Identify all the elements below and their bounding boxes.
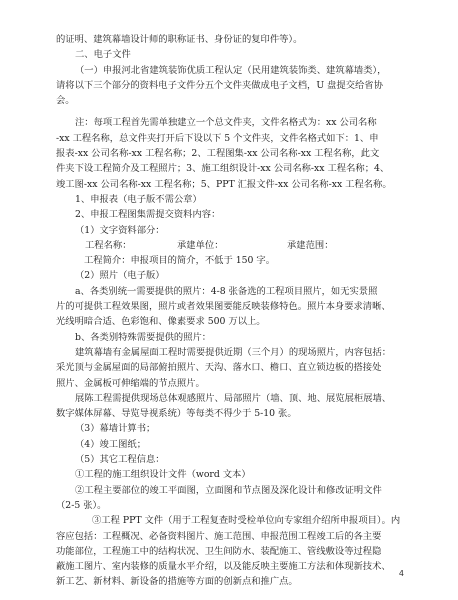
section-heading: 二、电子文件 xyxy=(75,49,131,61)
paragraph-line: 数字媒体屏幕、导览导视系统）等每类不得少于 5-10 张。 xyxy=(56,408,297,420)
paragraph-line: 功能部位，工程施工中的结构状况、卫生间防水、装配施工、管线敷设等过程隐 xyxy=(56,545,382,557)
note-line: 件夹下设工程简介及工程照片；3、施工组织设计-xx 公司名称-xx 工程名称；4、 xyxy=(56,163,390,175)
paragraph-line: 照片、金属板可伸缩端的节点照片。 xyxy=(56,377,205,389)
paragraph-line: 光线明暗合适、色彩饱和、像素要求 500 万以上。 xyxy=(56,316,266,328)
sub-list-item: （4）竣工图纸； xyxy=(75,438,146,450)
list-item: ①工程的施工组织设计文件（word 文本） xyxy=(75,469,251,481)
spacer xyxy=(56,108,404,115)
paragraph-line: 新工艺、新材料、新设备的措施等方面的创新点和推广点。 xyxy=(56,576,298,588)
sub-list-item: （3）幕墙计算书； xyxy=(75,423,156,435)
paragraph-line: 会。 xyxy=(56,95,75,107)
project-name-label: 工程名称： xyxy=(85,239,132,251)
sub-list-item: （5）其它工程信息： xyxy=(75,454,165,466)
paragraph-line: 展陈工程需提供现场总体观感照片、局部照片（墙、顶、地、展览展柜展墙、 xyxy=(75,392,392,404)
paragraph-line: 片的可提供工程效果图，照片或者效果图要能反映装修特色。照片本身要求清晰、 xyxy=(56,301,391,313)
sub-list-item: （2）照片（电子版） xyxy=(75,270,165,282)
list-item: ③工程 PPT 文件（用于工程复查时受检单位向专家组介绍所申报项目）。内 xyxy=(92,515,401,527)
paragraph-line: b、各类别特殊需要提供的照片： xyxy=(75,331,212,343)
paragraph-line: （2-5 张）。 xyxy=(56,499,107,511)
list-item: 2、申报工程图集需提交资料内容： xyxy=(75,209,221,221)
paragraph-line: a、各类别统一需要提供的照片：4-8 张备选的工程项目照片，如无实景照 xyxy=(75,285,378,297)
list-item: ②工程主要部位的竣工平面图，立面图和节点图及深化设计和修改证明文件 xyxy=(75,484,382,496)
paragraph-line: 蔽施工图片、室内装修的质量水平介绍，以及能反映主要施工方法和体现新技术、 xyxy=(56,561,391,573)
note-line: -xx 工程名称，总文件夹打开后下设以下 5 个文件夹，文件名格式如下：1、申 xyxy=(56,132,379,144)
list-item: 1、申报表（电子版不需公章） xyxy=(75,193,202,205)
paragraph-line: 采光顶与金属屋面的局部俯拍照片、天沟、落水口、檐口、直立锁边板的搭接处 xyxy=(56,362,382,374)
contractor-label: 承建单位： xyxy=(177,239,224,251)
note-line: 竣工图-xx 公司名称-xx 工程名称；5、PPT 汇报文件-xx 公司名称-xx 工程名称。 xyxy=(56,178,392,190)
paragraph-line: 的证明、建筑幕墙设计师的职称证书、身份证的复印件等）。 xyxy=(56,34,303,45)
note-line: 注：每项工程首先需单独建立一个总文件夹，文件名格式为：xx 公司名称 xyxy=(75,117,377,129)
paragraph-line: 请将以下三个部分的资料电子文件分五个文件夹做成电子文档，U 盘提交给省协 xyxy=(56,79,383,91)
paragraph-line: 建筑幕墙有金属屋面工程时需要提供近期（三个月）的现场照片，内容包括： xyxy=(75,346,392,358)
project-field-row xyxy=(56,238,404,253)
scope-label: 承建范围： xyxy=(287,239,334,251)
paragraph-line: 工程简介：申报项目的简介，不低于 150 字。 xyxy=(84,255,275,267)
page-number: 4 xyxy=(398,569,404,578)
paragraph-line: （一）申报河北省建筑装饰优质工程认定（民用建筑装饰类、建筑幕墙类）， xyxy=(75,64,387,76)
paragraph-line: 容应包括：工程概况、必备资料图片、施工范围、申报范围工程竣工后的各主要 xyxy=(56,530,382,542)
note-line: 报表-xx 公司名称-xx 工程名称；2、工程图集-xx 公司名称-xx 工程名称，此文 xyxy=(56,148,380,160)
sub-list-item: （1）文字资料部分： xyxy=(75,224,165,236)
